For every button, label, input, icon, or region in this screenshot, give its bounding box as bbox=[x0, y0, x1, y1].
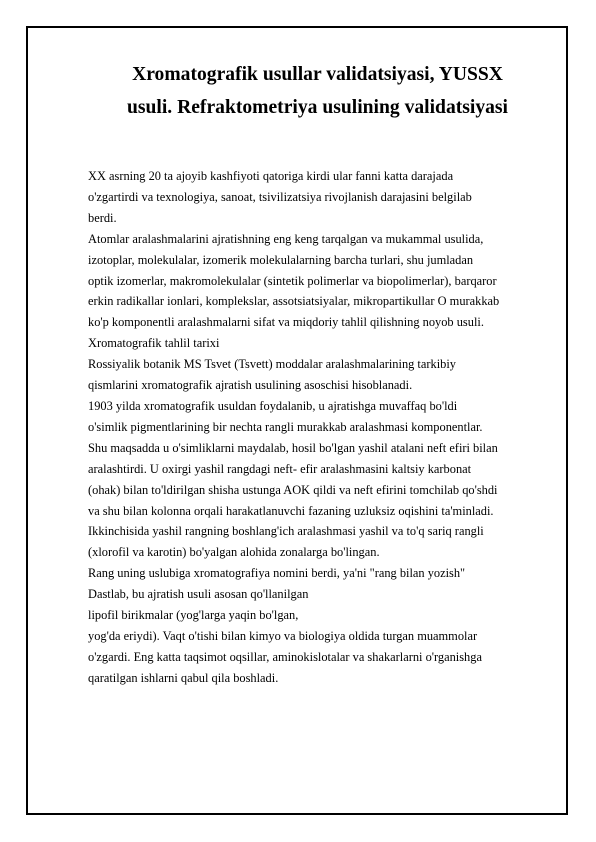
body-line: Dastlab, bu ajratish usuli asosan qo'llanilgan bbox=[88, 587, 309, 602]
body-line: (xlorofil va karotin) bo'yalgan alohida zonalarga bo'lingan. bbox=[88, 545, 380, 560]
body-line: XX asrning 20 ta ajoyib kashfiyoti qatoriga kirdi ular fanni katta darajada bbox=[88, 169, 454, 183]
body-line: o'simlik pigmentlarining bir nechta rangli murakkab aralashmasi komponentlar. bbox=[88, 419, 483, 434]
body-line: izotoplar, molekulalar, izomerik molekulalarning barcha turlari, shu jumladan bbox=[88, 252, 474, 267]
body-line: Ikkinchisida yashil rangning boshlang'ich aralashmasi yashil va to'q sariq rangli bbox=[88, 524, 484, 539]
body-line: o'zgardi. Eng katta taqsimot oqsillar, aminokislotalar va shakarlarni o'rganishga bbox=[88, 649, 482, 664]
section-heading: Xromatografik tahlil tarixi bbox=[88, 336, 220, 351]
body-line: lipofil birikmalar (yog'larga yaqin bo'lgan, bbox=[88, 608, 299, 623]
body-line: Atomlar aralashmalarini ajratishning eng keng tarqalgan va mukammal usulida, bbox=[88, 231, 484, 246]
body-line: o'zgartirdi va texnologiya, sanoat, tsivilizatsiya rivojlanish darajasini belgilab bbox=[88, 189, 472, 204]
document-title bbox=[60, 58, 575, 124]
body-line: (ohak) bilan to'ldirilgan shisha ustunga AOK qildi va neft efirini tomchilab qo'shdi bbox=[88, 482, 498, 497]
body-line: optik izomerlar, makromolekulalar (sintetik polimerlar va biopolimerlar), barqaror bbox=[88, 273, 497, 288]
title-line: usuli. Refraktometriya usulining validatsiyasi bbox=[126, 97, 509, 118]
body-line: va shu bilan kolonna orqali harakatlanuvchi fazaning uzluksiz oqishini ta'minladi. bbox=[88, 503, 494, 518]
body-line: qismlarini xromatografik ajratish usulining asoschisi hisoblanadi. bbox=[88, 378, 413, 393]
body-line: erkin radikallar ionlari, komplekslar, assotsiatsiyalar, mikropartikullar O murakkab bbox=[88, 294, 500, 309]
document-body bbox=[88, 166, 562, 689]
body-line: Rang uning uslubiga xromatografiya nomini berdi, ya'ni "rang bilan yozish" bbox=[88, 566, 466, 581]
body-line: ko'p komponentli aralashmalarni sifat va miqdoriy tahlil qilishning noyob usuli. bbox=[88, 315, 484, 330]
body-line: Rossiyalik botanik MS Tsvet (Tsvett) moddalar aralashmalarining tarkibiy bbox=[88, 357, 456, 372]
body-line: aralashtirdi. U oxirgi yashil rangdagi neft- efir aralashmasini kaltsiy karbonat bbox=[88, 461, 472, 476]
body-line: yog'da eriydi). Vaqt o'tishi bilan kimyo va biologiya oldida turgan muammolar bbox=[88, 628, 478, 643]
body-line: 1903 yilda xromatografik usuldan foydalanib, u ajratishga muvaffaq bo'ldi bbox=[88, 398, 458, 413]
body-line: qaratilgan ishlarni qabul qila boshladi. bbox=[88, 670, 279, 685]
title-line: Xromatografik usullar validatsiyasi, YUSSX bbox=[132, 64, 503, 85]
body-line: berdi. bbox=[88, 210, 117, 225]
body-line: Shu maqsadda u o'simliklarni maydalab, hosil bo'lgan yashil atalani neft efiri bilan bbox=[88, 440, 498, 455]
